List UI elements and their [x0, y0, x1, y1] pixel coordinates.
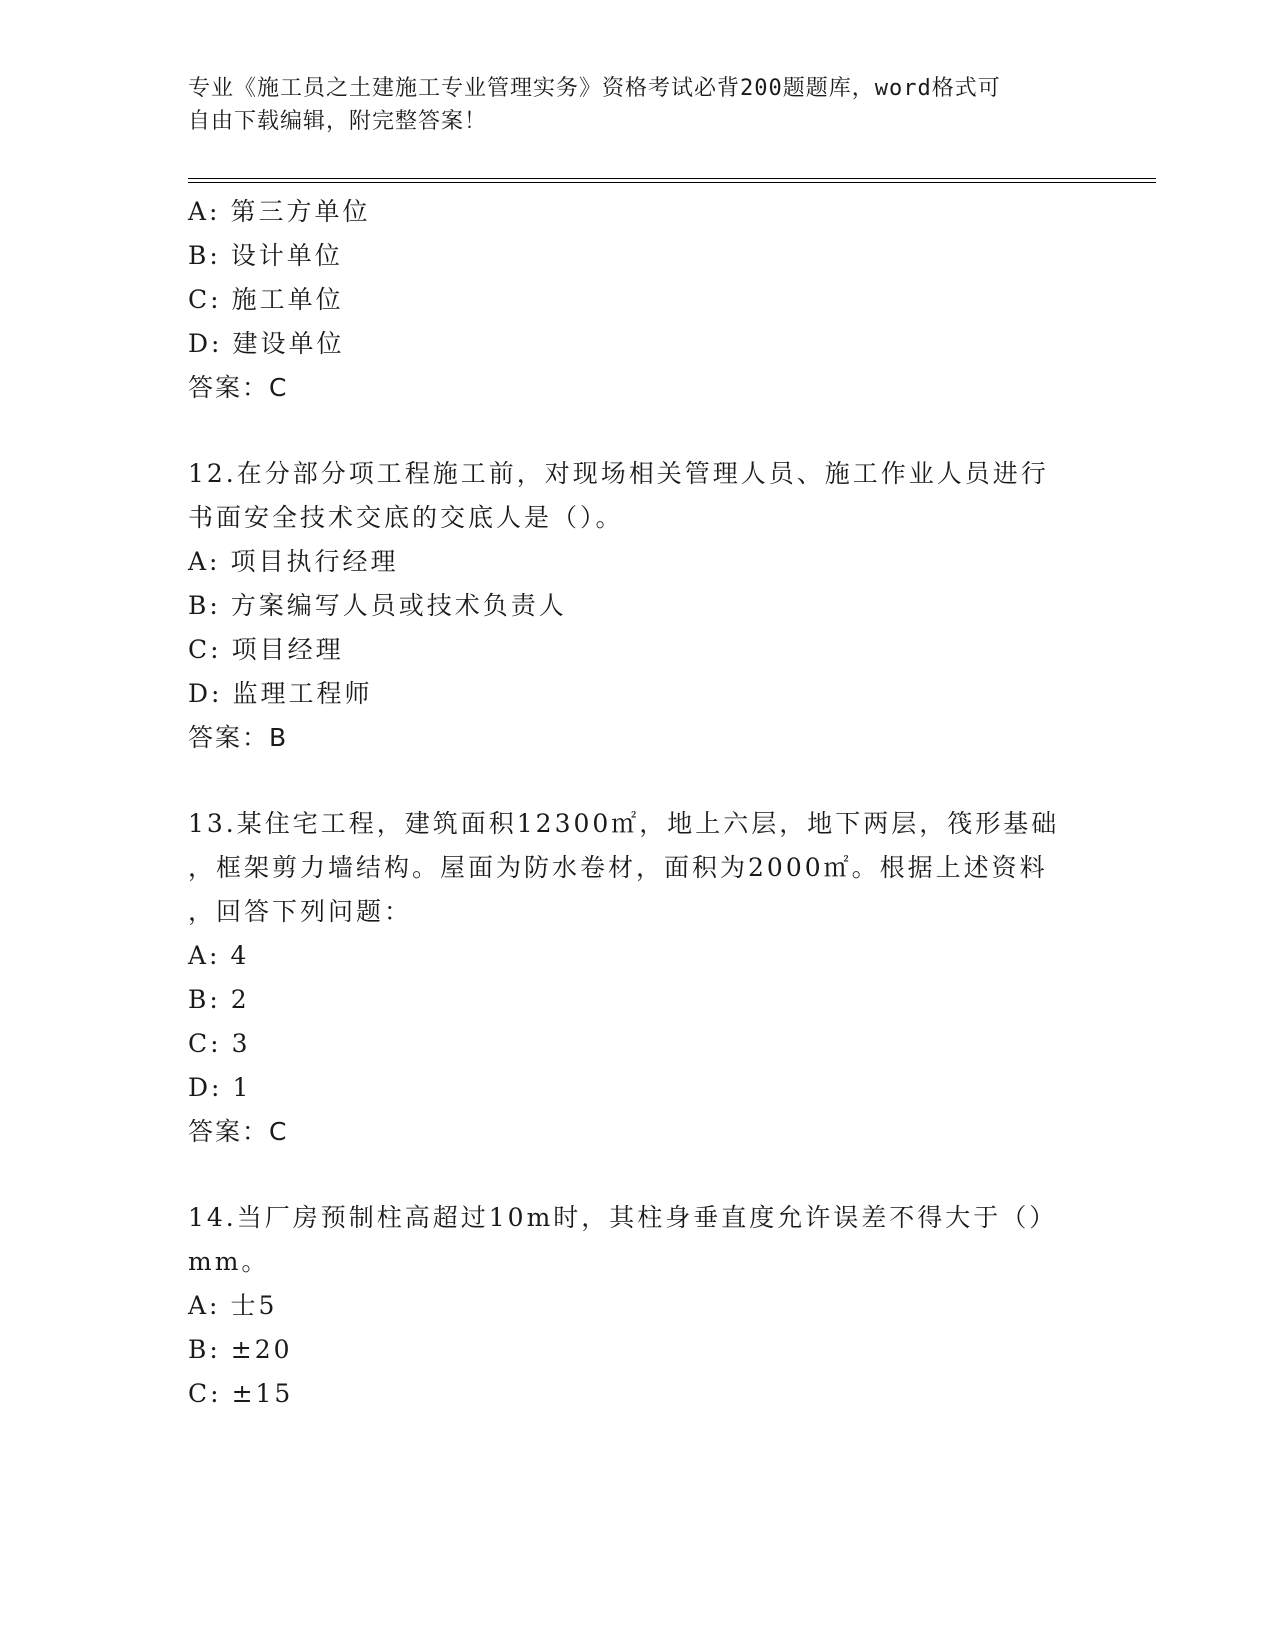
q13-option-c — [188, 1028, 250, 1060]
q12-option-d — [188, 678, 372, 710]
document-header — [188, 72, 1068, 138]
option-text: ±15 — [231, 1379, 294, 1408]
option-letter: C: — [188, 285, 222, 314]
q14-option-b — [188, 1334, 293, 1366]
option-letter: B: — [188, 1335, 221, 1364]
option-letter: A: — [188, 547, 221, 576]
option-text: 4 — [230, 941, 250, 970]
option-letter: C: — [188, 1029, 222, 1058]
option-letter: D: — [188, 1073, 223, 1102]
option-text: 1 — [232, 1073, 252, 1102]
option-letter: A: — [188, 1291, 221, 1320]
q13-stem-line-3: ，回答下列问题： — [188, 897, 413, 926]
q11-option-b — [188, 240, 343, 272]
q14-option-c — [188, 1378, 293, 1410]
header-title-line-2: 自由下载编辑，附完整答案！ — [188, 109, 488, 134]
q12-option-c — [188, 634, 344, 666]
q14-stem-line-2: mm。 — [188, 1247, 270, 1276]
q13-option-b — [188, 984, 250, 1016]
option-letter: C: — [188, 635, 222, 664]
option-letter: D: — [188, 679, 223, 708]
option-text: 项目执行经理 — [230, 547, 399, 576]
q14-stem-line-1: 14.当厂房预制柱高超过10m时，其柱身垂直度允许误差不得大于（） — [188, 1203, 1058, 1232]
q12-answer: 答案：B — [188, 723, 289, 752]
q13-answer: 答案：C — [188, 1117, 289, 1146]
option-text: 第三方单位 — [230, 197, 371, 226]
q11-option-a — [188, 196, 371, 228]
option-letter: A: — [188, 197, 221, 226]
option-letter: B: — [188, 241, 221, 270]
option-letter: B: — [188, 591, 221, 620]
q12-option-b — [188, 590, 567, 622]
option-text: 设计单位 — [230, 241, 343, 270]
q12-stem-line-2: 书面安全技术交底的交底人是（）。 — [188, 503, 624, 532]
option-text: 士5 — [230, 1291, 278, 1320]
option-letter: A: — [188, 941, 221, 970]
option-text: 建设单位 — [232, 329, 345, 358]
option-text: 施工单位 — [231, 285, 344, 314]
option-letter: C: — [188, 1379, 222, 1408]
option-text: ±20 — [230, 1335, 293, 1364]
option-text: 方案编写人员或技术负责人 — [230, 591, 567, 620]
q12-stem-line-1: 12.在分部分项工程施工前，对现场相关管理人员、施工作业人员进行 — [188, 459, 1049, 488]
q13-stem-line-1: 13.某住宅工程，建筑面积12300㎡，地上六层，地下两层，筏形基础 — [188, 809, 1060, 838]
q11-option-d — [188, 328, 344, 360]
q13-option-d — [188, 1072, 251, 1104]
q13-stem-line-2: ，框架剪力墙结构。屋面为防水卷材，面积为2000㎡。根据上述资料 — [188, 853, 1048, 882]
q11-option-c — [188, 284, 344, 316]
q12-option-a — [188, 546, 399, 578]
header-divider — [188, 178, 1156, 183]
option-letter: D: — [188, 329, 223, 358]
option-text: 2 — [230, 985, 250, 1014]
q14-option-a — [188, 1290, 277, 1322]
header-title-line-1: 专业《施工员之土建施工专业管理实务》资格考试必背200题题库，word格式可 — [188, 76, 1001, 101]
option-text: 项目经理 — [231, 635, 344, 664]
option-text: 监理工程师 — [232, 679, 373, 708]
option-text: 3 — [231, 1029, 251, 1058]
q13-option-a — [188, 940, 249, 972]
q11-answer: 答案：C — [188, 373, 289, 402]
option-letter: B: — [188, 985, 221, 1014]
